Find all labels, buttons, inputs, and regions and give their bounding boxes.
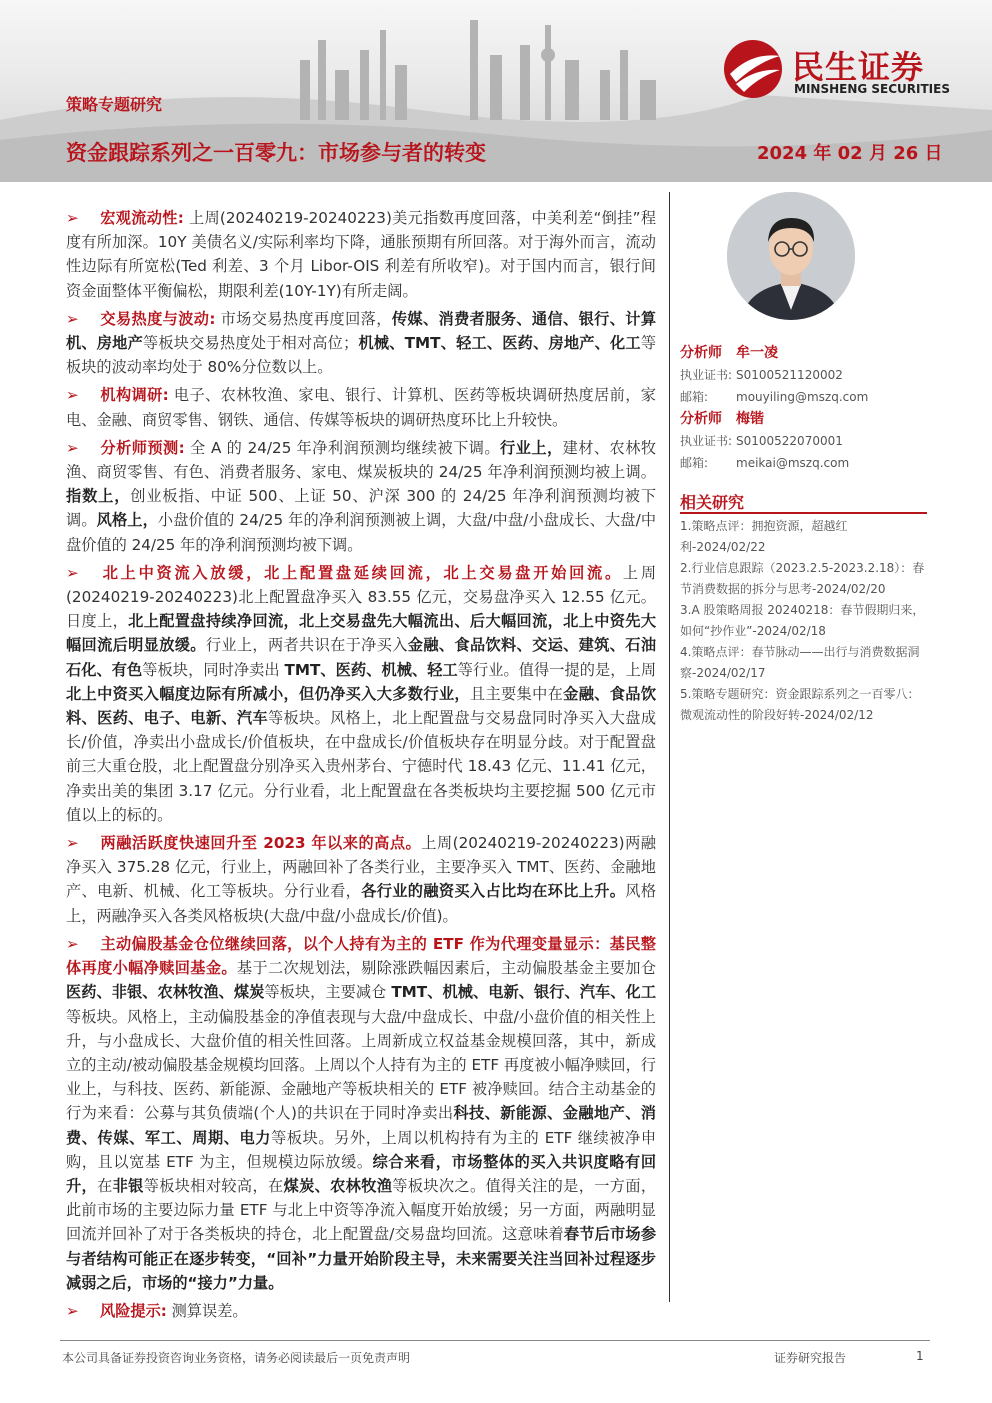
summary-paragraph [66, 383, 656, 431]
bold-text: 各行业的融资买入占比均在环比上升。 [361, 882, 626, 901]
summary-paragraph [66, 1299, 656, 1323]
related-research-item[interactable]: 4.策略点评：春节脉动——出行与消费数据洞察-2024/02/17 [680, 645, 920, 680]
cert-label: 执业证书: [680, 434, 733, 448]
summary-paragraph [66, 436, 656, 557]
body-text: 等板块交易热度处于相对高位； [142, 334, 359, 353]
bold-text: 北上配置盘持续净回流，北上交易盘先大幅流出、后大幅回流，北上中资先大幅回流后明显放缓。 [66, 612, 657, 655]
summary-paragraph [66, 206, 656, 303]
body-text: 等板块的波动率均处于 80%分位数以上。 [66, 334, 657, 377]
analyst-photo-image [727, 192, 855, 320]
footer-disclaimer: 本公司具备证券投资咨询业务资格，请务必阅读最后一页免责声明 [62, 1351, 411, 1365]
analyst-email-link[interactable]: mouyiling@mszq.com [736, 390, 869, 404]
bullet-arrow-icon: ➢ [66, 934, 79, 953]
body-text: 在 [97, 1176, 113, 1195]
body-text: 基于二次规划法，剔除涨跌幅因素后，主动偏股基金主要加仓 [236, 959, 657, 978]
body-text: 等板块相对较高，在 [143, 1176, 284, 1195]
bold-text: 金融、食品饮料、交运、建筑、石油石化、有色 [66, 636, 657, 679]
bullet-arrow-icon: ➢ [66, 309, 79, 328]
analyst-1-name-row [680, 342, 930, 364]
body-text: 测算误差。 [166, 1301, 248, 1320]
highlight-heading: 风险提示: [100, 1301, 167, 1320]
highlight-heading: 机构调研: [100, 386, 169, 405]
analyst-2-email-row [680, 452, 930, 474]
bold-text: 指数上， [66, 487, 131, 506]
summary-paragraph [66, 932, 656, 1295]
body-text: 且主要集中在 [469, 684, 564, 703]
email-label: 邮箱: [680, 390, 709, 404]
highlight-heading: 交易热度与波动: [100, 309, 216, 328]
bold-text: 北上中资买入幅度边际有所减小，但仍净买入大多数行业， [66, 684, 470, 703]
highlight-heading: 主动偏股基金仓位继续回落，以个人持有为主的 ETF 作为代理变量显示：基民整体再度小幅净赎回基金。 [66, 934, 656, 978]
highlight-heading: 宏观流动性: [100, 209, 184, 227]
related-research-item[interactable]: 5.策略专题研究：资金跟踪系列之一百零八：微观流动性的阶段好转-2024/02/12 [680, 687, 920, 722]
report-title: 资金跟踪系列之一百零九：市场参与者的转变 [66, 141, 486, 165]
bold-text: 科技、新能源、金融地产、消费、传媒、军工、周期、电力 [66, 1104, 656, 1147]
bullet-arrow-icon: ➢ [66, 834, 79, 853]
body-text: 全 A 的 24/25 年净利润预测均继续被下调。 [184, 438, 501, 457]
bullet-arrow-icon: ➢ [66, 438, 79, 457]
bold-text: TMT、机械、电新、银行、汽车、化工 [391, 983, 657, 1002]
bold-text: 风格上， [96, 511, 158, 530]
body-text: 风格上，两融净买入各类风格板块(大盘/中盘/小盘成长/价值)。 [66, 882, 657, 925]
body-text: 上周(20240219-20240223)美元指数再度回落，中美利差“倒挂”程度有所加深。10Y 美债名义/实际利率均下降，通胀预期有所回落。对于海外而言，流动性边际有所宽松(Ted 利差、3 个月 Libor-OIS 利差有所收窄)。对于国内而言，银行间资金面整体平衡偏松，期限利差(10Y-1Y)有所走阔。 [66, 209, 657, 300]
body-text: 等板块。另外，上周以机构持有为主的 ETF 继续被净申购，且以宽基 ETF 为主，但规模边际放缓。 [66, 1128, 657, 1171]
body-text: 创业板指、中证 500、上证 50、沪深 300 的 24/25 年净利润预测均被下调。 [66, 487, 657, 530]
related-research-item[interactable]: 2.行业信息跟踪（2023.2.5-2023.2.18）：春节消费数据的拆分与思考-2024/02/20 [680, 561, 925, 596]
analyst-1-email-row [680, 386, 930, 408]
body-text: 等行业。值得一提的是，上周 [457, 660, 657, 679]
body-text: 等板块次之。值得关注的是，一方面，此前市场的主要边际力量 ETF 与北上中资等净流入幅度开始放缓；另一方面，两融明显回流并回补了对于各类板块的持仓，北上配置盘/交易盘均回流。这意味着 [66, 1176, 657, 1244]
related-research-underline [680, 512, 927, 514]
cert-label: 执业证书: [680, 368, 733, 382]
column-divider [669, 192, 670, 1302]
body-text: 建材、农林牧渔、商贸零售、有色、消费者服务、家电、煤炭板块的 24/25 年净利润预测均被上调。 [66, 438, 657, 482]
bold-text: 春节后市场参与者结构可能正在逐步转变，“回补”力量开始阶段主导，未来需要关注当回补过程逐步减弱之后，市场的“接力”力量。 [66, 1225, 657, 1292]
body-text: 等板块。风格上，北上配置盘与交易盘同时净买入大盘成长/价值，净卖出小盘成长/价值板块，在中盘成长/价值板块存在明显分歧。对于配置盘前三大重仓股，北上配置盘分别净买入贵州茅台、宁德时代 18.43 亿元、11.41 亿元，净卖出美的集团 3.17 亿元。分行业看，北上配置盘在各类板块均主要挖掘 500 亿元市值以上的标的。 [66, 709, 657, 824]
bullet-arrow-icon: ➢ [66, 563, 79, 582]
report-date: 2024 年 02 月 26 日 [757, 143, 943, 164]
summary-paragraph [66, 561, 656, 827]
analyst-email-link[interactable]: meikai@mszq.com [736, 456, 850, 470]
footer-divider [60, 1340, 930, 1341]
bold-text: 传媒、消费者服务、通信、银行、计算机、房地产 [66, 309, 657, 353]
highlight-heading: 北上中资流入放缓，北上配置盘延续回流，北上交易盘开始回流。 [100, 563, 623, 582]
analyst-2-cert-row [680, 430, 930, 452]
body-text: 上周(20240219-20240223)两融净买入 375.28 亿元，行业上，两融回补了各类行业，主要净买入 TMT、医药、金融地产、电新、机械、化工等板块。分行业看， [66, 834, 656, 901]
bullet-arrow-icon: ➢ [66, 209, 79, 227]
summary-body [66, 206, 656, 1327]
related-research-item[interactable]: 1.策略点评：拥抱资源，超越红利-2024/02/22 [680, 519, 848, 554]
body-text: 等板块，同时净卖出 [142, 660, 285, 679]
bold-text: 金融、食品饮料、医药、电子、电新、汽车 [66, 684, 657, 728]
minsheng-logo [722, 38, 972, 100]
bold-text: TMT、医药、机械、轻工 [284, 660, 458, 679]
bold-text: 行业上， [500, 438, 563, 457]
analyst-avatar [727, 192, 855, 320]
summary-paragraph [66, 831, 656, 928]
body-text: 市场交易热度再度回落， [215, 309, 392, 328]
report-category: 策略专题研究 [66, 95, 163, 114]
analyst-1-cert-row [680, 364, 930, 386]
body-text: 小盘价值的 24/25 年的净利润预测被上调，大盘/中盘/小盘成长、大盘/中盘价值的 24/25 年的净利润预测均被下调。 [66, 511, 657, 554]
summary-paragraph [66, 307, 656, 380]
bold-text: 煤炭、农林牧渔 [283, 1176, 393, 1195]
cert-number: S0100521120002 [736, 368, 843, 382]
body-text: 等板块，主要减仓 [264, 983, 392, 1002]
bold-text: 综合来看，市场整体的买入共识度略有回升， [66, 1152, 657, 1195]
logo-text-en: MINSHENG SECURITIES [794, 82, 950, 96]
highlight-heading: 分析师预测: [100, 438, 185, 457]
body-text: 行业上，两者共识在于净买入 [205, 636, 408, 655]
footer-report-type: 证券研究报告 [774, 1351, 847, 1365]
cert-number: S0100522070001 [736, 434, 843, 448]
analyst-info [680, 342, 930, 474]
logo-text-cn: 民生证券 [792, 48, 925, 86]
bold-text: 机械、TMT、轻工、医药、房地产、化工 [358, 334, 641, 353]
analyst-name: 梅锴 [736, 411, 764, 427]
analyst-name: 牟一凌 [736, 345, 778, 361]
highlight-heading: 两融活跃度快速回升至 2023 年以来的高点。 [100, 834, 422, 853]
analyst-role: 分析师 [680, 411, 722, 427]
analyst-role: 分析师 [680, 345, 722, 361]
bullet-arrow-icon: ➢ [66, 1301, 79, 1320]
related-research-item[interactable]: 3.A 股策略周报 20240218：春节假期归来，如何“抄作业”-2024/02/18 [680, 603, 925, 638]
bold-text: 非银 [112, 1176, 144, 1195]
bold-text: 医药、非银、农林牧渔、煤炭 [66, 983, 265, 1002]
body-text: 电子、农林牧渔、家电、银行、计算机、医药等板块调研热度居前，家电、金融、商贸零售、钢铁、通信、传媒等板块的调研热度环比上升较快。 [66, 386, 656, 429]
analyst-2-name-row [680, 408, 930, 430]
related-research-title: 相关研究 [680, 493, 745, 512]
header-banner [0, 0, 992, 182]
body-text: 等板块。风格上，主动偏股基金的净值表现与大盘/中盘成长、中盘/小盘价值的相关性上升，与小盘成长、大盘价值的相关性回落。上周新成立权益基金规模回落，其中，新成立的主动/被动偏股基金规模均回落。上周以个人持有为主的 ETF 再度被小幅净赎回，行业上，与科技、医药、新能源、金融地产等板块相关的 ETF 被净赎回。结合主动基金的行为来看：公募与其负债端(个人)的共识在于同时净卖出 [66, 1007, 656, 1123]
logo-mark-icon [722, 38, 786, 100]
bullet-arrow-icon: ➢ [66, 386, 79, 405]
page-number: 1 [916, 1349, 924, 1363]
related-research-list [680, 516, 927, 726]
email-label: 邮箱: [680, 456, 709, 470]
body-text: 上周(20240219-20240223)北上配置盘净买入 83.55 亿元，交易盘净买入 12.55 亿元。日度上， [66, 563, 657, 631]
